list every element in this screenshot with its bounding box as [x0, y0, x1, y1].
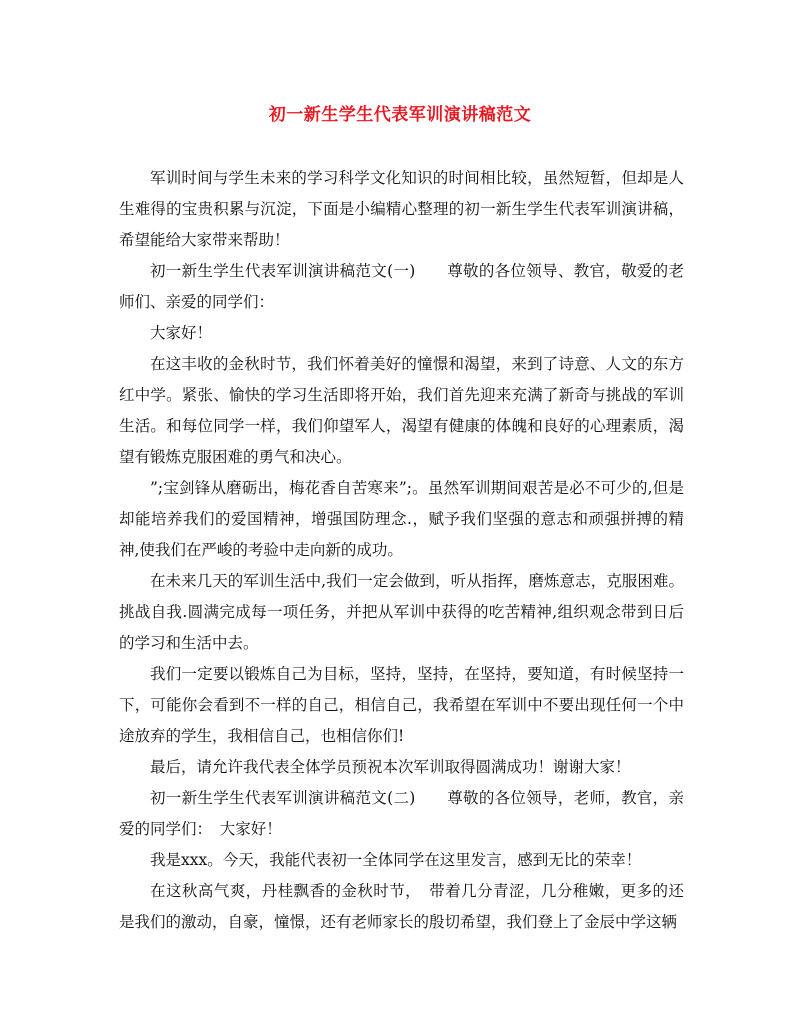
paragraph-autumn-season: 在这秋高气爽，丹桂飘香的金秋时节， 带着几分青涩，几分稚嫩，更多的还是我们的激动，自豪，憧憬，还有老师家长的殷切希望，我们登上了金辰中学这辆: [119, 882, 684, 931]
paragraph-speech-two-heading: 初一新生学生代表军训演讲稿范文(二) 尊敬的各位领导，老师，教官，亲爱的同学们： 大家好！: [119, 789, 684, 838]
paragraph-persist: 我们一定要以锻炼自己为目标，坚持，坚持，在坚持，要知道，有时候坚持一下，可能你会看到不一样的自己，相信自己，我希望在军训中不要出现任何一个中途放弃的学生，我相信自己，也相信你们!: [119, 665, 684, 745]
paragraph-speech-one-heading: 初一新生学生代表军训演讲稿范文(一) 尊敬的各位领导、教官，敬爱的老师们、亲爱的同学们：: [119, 262, 684, 311]
paragraph-sword-quote: ”;宝剑锋从磨砺出，梅花香自苦寒来”;。虽然军训期间艰苦是必不可少的,但是却能培养我们的爱国精神，增强国防理念.，赋予我们坚强的意志和顽强拼搏的精神,使我们在严峻的考验中走向新的成功。: [119, 479, 684, 559]
document-body: [119, 163, 684, 938]
paragraph-introduction-self: 我是xxx。今天，我能代表初一全体同学在这里发言，感到无比的荣幸！: [150, 851, 642, 869]
paragraph-closing: 最后，请允许我代表全体学员预祝本次军训取得圆满成功！谢谢大家！: [150, 758, 631, 776]
paragraph-autumn: 在这丰收的金秋时节，我们怀着美好的憧憬和渴望，来到了诗意、人文的东方红中学。紧张、愉快的学习生活即将开始，我们首先迎来充满了新奇与挑战的军训生活。和每位同学一样，我们仰望军人，渴望有健康的体魄和良好的心理素质，渴望有锻炼克服困难的勇气和决心。: [119, 355, 684, 466]
document-title: 初一新生学生代表军训演讲稿范文: [268, 105, 532, 125]
paragraph-intro: 军训时间与学生未来的学习科学文化知识的时间相比较，虽然短暂，但却是人生难得的宝贵积累与沉淀，下面是小编精心整理的初一新生学生代表军训演讲稿，希望能给大家带来帮助！: [119, 169, 684, 249]
paragraph-greeting: 大家好！: [150, 324, 213, 342]
paragraph-future: 在未来几天的军训生活中,我们一定会做到，听从指挥，磨炼意志，克服困难。挑战自我.圆满完成每一项任务，并把从军训中获得的吃苦精神,组织观念带到日后的学习和生活中去。: [119, 572, 684, 652]
